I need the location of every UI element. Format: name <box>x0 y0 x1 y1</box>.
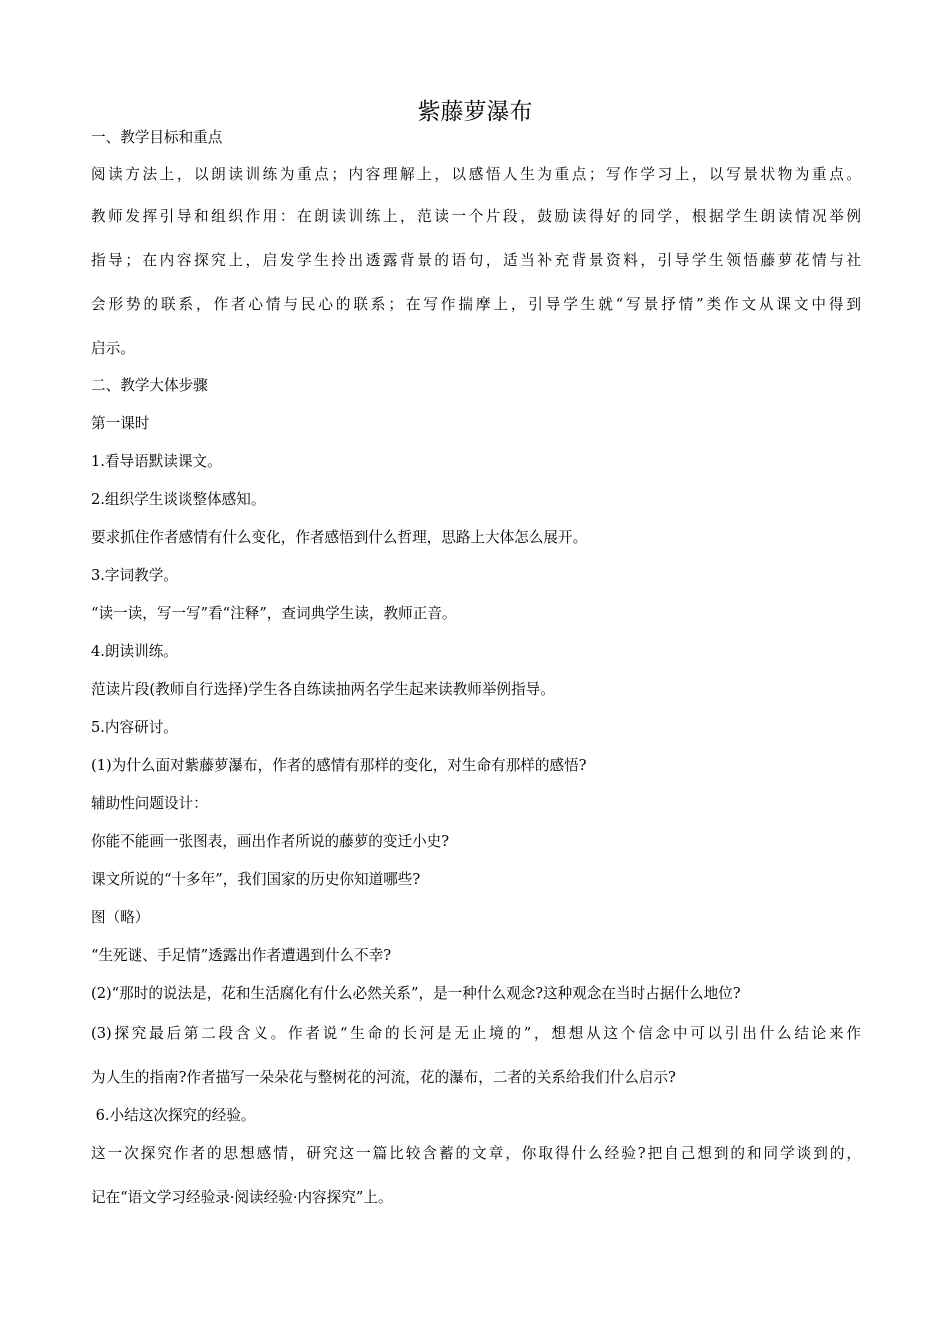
step-item: 1.看导语默读课文。 <box>91 453 222 470</box>
paragraph-line: 为人生的指南?作者描写一朵朵花与整树花的河流，花的瀑布，二者的关系给我们什么启示? <box>91 1069 676 1086</box>
step-item: 4.朗读训练。 <box>91 643 178 660</box>
question-item: (3)探究最后第二段含义。作者说“生命的长河是无止境的”，想想从这个信念中可以引出什么结论来作 <box>91 1025 861 1042</box>
paragraph-line: “生死谜、手足情”透露出作者遭遇到什么不幸? <box>91 947 392 964</box>
question-item: (2)“那时的说法是，花和生活腐化有什么必然关系”，是一种什么观念?这种观念在当时占据什么地位? <box>91 985 741 1002</box>
paragraph-line: 你能不能画一张图表，画出作者所说的藤萝的变迁小史? <box>91 833 450 850</box>
paragraph-line: 要求抓住作者感情有什么变化，作者感悟到什么哲理，思路上大体怎么展开。 <box>91 529 588 546</box>
step-item: 3.字词教学。 <box>91 567 178 584</box>
step-item: 6.小结这次探究的经验。 <box>91 1107 256 1124</box>
paragraph-line: 记在“语文学习经验录·阅读经验·内容探究”上。 <box>91 1189 393 1206</box>
paragraph-line: 这一次探究作者的思想感情，研究这一篇比较含蓄的文章，你取得什么经验?把自己想到的和同学谈到的， <box>91 1145 861 1162</box>
paragraph-line: 阅读方法上，以朗读训练为重点；内容理解上，以感悟人生为重点；写作学习上，以写景状物为重点。 <box>91 166 861 183</box>
section-heading-steps: 二、教学大体步骤 <box>91 377 208 394</box>
question-item: (1)为什么面对紫藤萝瀑布，作者的感情有那样的变化，对生命有那样的感悟? <box>91 757 587 774</box>
paragraph-line: 会形势的联系，作者心情与民心的联系；在写作揣摩上，引导学生就“写景抒情”类作文从课文中得到 <box>91 296 861 313</box>
step-item: 2.组织学生谈谈整体感知。 <box>91 491 266 508</box>
paragraph-line: 启示。 <box>91 340 135 357</box>
document-title: 紫藤萝瀑布 <box>417 99 533 125</box>
paragraph-line: 教师发挥引导和组织作用：在朗读训练上，范读一个片段，鼓励读得好的同学，根据学生朗读情况举例 <box>91 208 861 225</box>
paragraph-line: 范读片段(教师自行选择)学生各自练读抽两名学生起来读教师举例指导。 <box>91 681 555 698</box>
paragraph-line: 辅助性问题设计： <box>91 795 208 812</box>
step-item: 5.内容研讨。 <box>91 719 178 736</box>
paragraph-line: 指导；在内容探究上，启发学生拎出透露背景的语句，适当补充背景资料，引导学生领悟藤萝花情与社 <box>91 252 861 269</box>
lesson-heading: 第一课时 <box>91 415 150 432</box>
section-heading-objectives: 一、教学目标和重点 <box>91 129 223 146</box>
paragraph-line: “读一读，写一写”看“注释”，查词典学生读，教师正音。 <box>91 605 457 622</box>
paragraph-line: 图（略） <box>91 909 150 926</box>
paragraph-line: 课文所说的“十多年”，我们国家的历史你知道哪些? <box>91 871 421 888</box>
